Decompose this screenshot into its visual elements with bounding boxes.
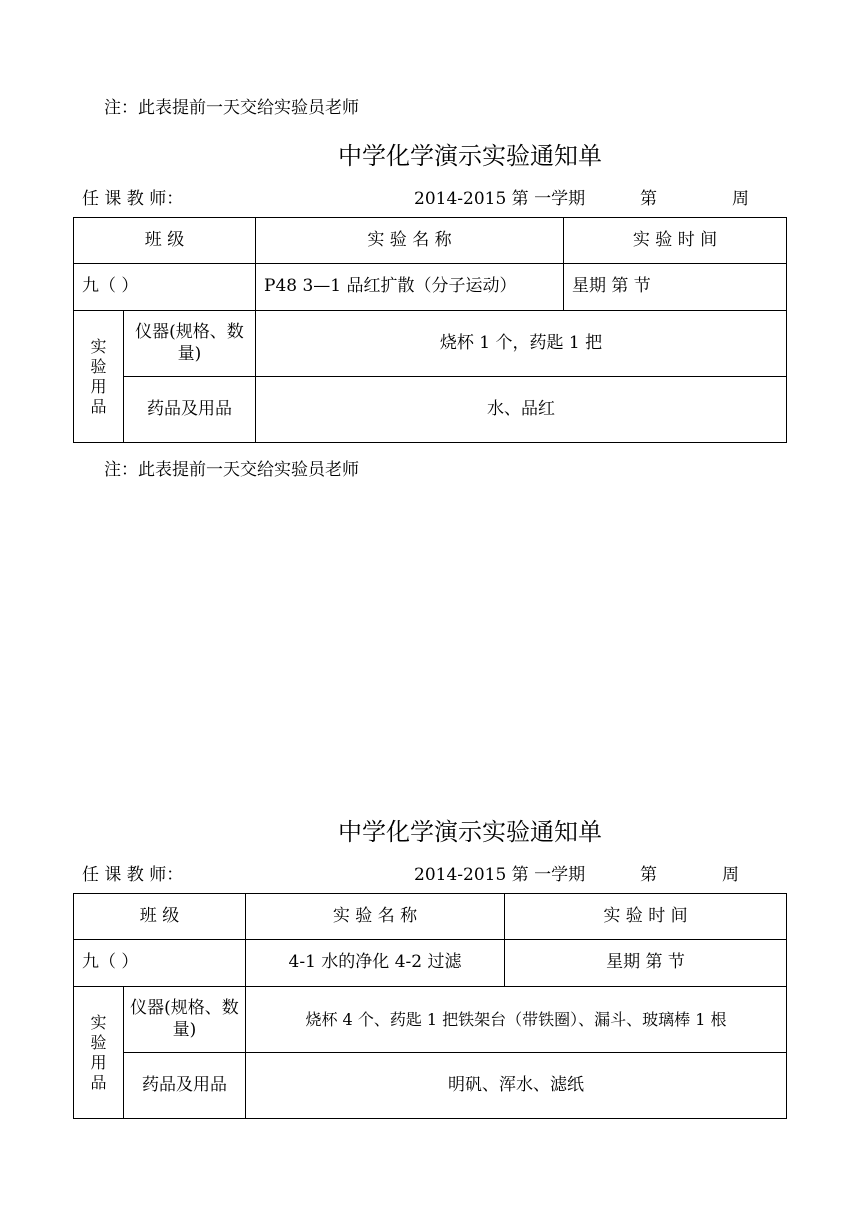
form1-week-suffix: 周 [732, 189, 749, 209]
form2-vertical-label: 实 验 用 品 [74, 987, 124, 1119]
form2-reagent-value: 明矾、浑水、滤纸 [246, 1053, 787, 1119]
form1-instrument-label: 仪器(规格、数量) [124, 311, 256, 377]
form1-class-value: 九（ ） [74, 264, 256, 311]
form1-week-prefix: 第 [640, 189, 657, 209]
form2-header-experiment-time: 实 验 时 间 [505, 894, 787, 940]
top-note: 注：此表提前一天交给实验员老师 [104, 98, 359, 118]
form1-experiment-name: P48 3—1 品红扩散（分子运动） [256, 264, 564, 311]
form1-teacher-label: 任 课 教 师： [82, 189, 184, 209]
form1-vertical-label: 实 验 用 品 [74, 311, 124, 443]
form1-header-class: 班 级 [74, 218, 256, 264]
form2-reagent-label: 药品及用品 [124, 1053, 246, 1119]
form2-week-prefix: 第 [640, 865, 657, 885]
form1-time-value: 星期 第 节 [564, 264, 787, 311]
form1-semester: 2014-2015 第 一学期 [414, 189, 586, 209]
form2-semester: 2014-2015 第 一学期 [414, 865, 586, 885]
form1-header-experiment-time: 实 验 时 间 [564, 218, 787, 264]
form1-title: 中学化学演示实验通知单 [338, 142, 602, 170]
form2-experiment-name: 4-1 水的净化 4-2 过滤 [246, 940, 505, 987]
form2-time-value: 星期 第 节 [505, 940, 787, 987]
form2-header-experiment-name: 实 验 名 称 [246, 894, 505, 940]
form2-instrument-value: 烧杯 4 个、药匙 1 把铁架台（带铁圈）、漏斗、玻璃棒 1 根 [246, 987, 787, 1053]
form1-reagent-value: 水、品红 [256, 377, 787, 443]
form1-reagent-label: 药品及用品 [124, 377, 256, 443]
form2-instrument-label: 仪器(规格、数量) [124, 987, 246, 1053]
form2-teacher-label: 任 课 教 师： [82, 865, 184, 885]
form2-header-class: 班 级 [74, 894, 246, 940]
form2-class-value: 九（ ） [74, 940, 246, 987]
form2-week-suffix: 周 [722, 865, 739, 885]
form2-title: 中学化学演示实验通知单 [338, 818, 602, 846]
form2-table [73, 893, 787, 1119]
form1-header-experiment-name: 实 验 名 称 [256, 218, 564, 264]
form1-footer-note: 注：此表提前一天交给实验员老师 [104, 460, 359, 480]
form1-table [73, 217, 787, 443]
form1-instrument-value: 烧杯 1 个，药匙 1 把 [256, 311, 787, 377]
